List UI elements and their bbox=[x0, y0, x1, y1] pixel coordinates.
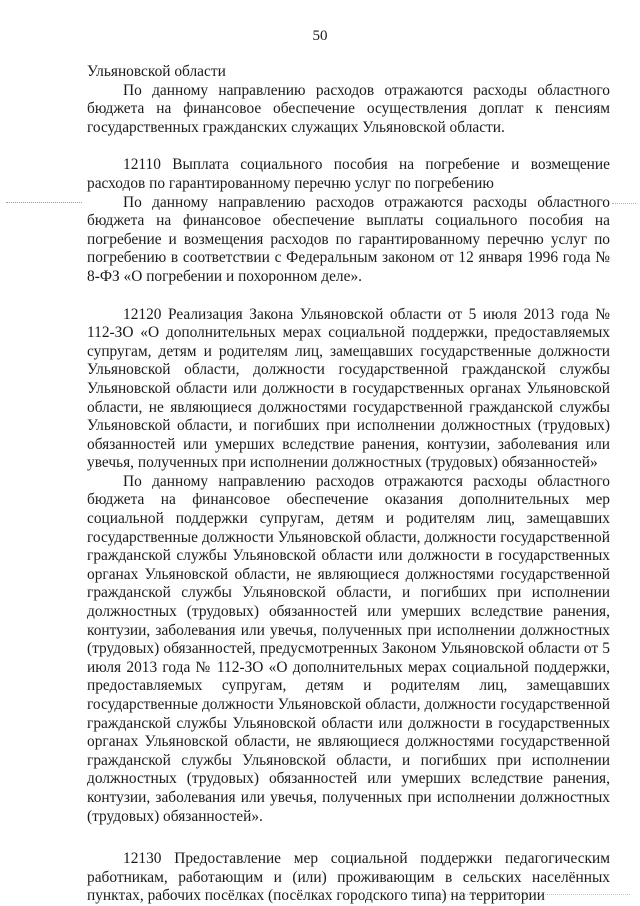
paragraph-pension-supplements: По данному направлению расходов отражаются расходы областного бюджета на финансовое обеспечение осуществления доплат к пенсиям государственных гражданских служащих Ульяновской области. bbox=[87, 81, 610, 136]
paragraph-12120-description: По данному направлению расходов отражаются расходы областного бюджета на финансовое обеспечение оказания дополнительных мер социальной поддержки супругам, детям и родителям лиц, замещавших государственные должности Ульяновской области, должности государственной гражданской службы Ульяновской области или должности в государственных органах Ульяновской области, не являющиеся должностями государственной гражданской службы Ульяновской области, и погибших при исполнении должностных (трудовых) обязанностей или умерших вследствие ранения, контузии, заболевания или увечья, полученных при исполнении должностных (трудовых) обязанностей, предусмотренных Законом Ульяновской области от 5 июля 2013 года № 112-ЗО «О дополнительных мерах социальной поддержки, предоставляемых супругам, детям и родителям лиц, замещавших государственные должности Ульяновской области, должности государственной гражданской службы Ульяновской области или должности в государственных органах Ульяновской области, не являющиеся должностями государственной гражданской службы Ульяновской области, и погибших при исполнении должностных (трудовых) обязанностей или умерших вследствие ранения, контузии, заболевания или увечья, полученных при исполнении должностных (трудовых) обязанностей». bbox=[87, 472, 610, 825]
paragraph-continuation: Ульяновской области bbox=[87, 63, 226, 80]
page-number: 50 bbox=[312, 28, 328, 44]
scan-artifact bbox=[612, 203, 636, 204]
heading-12120: 12120 Реализация Закона Ульяновской области от 5 июля 2013 года № 112-ЗО «О дополнительных мерах социальной поддержки, предоставляемых супругам, детям и родителям лиц, замещавших государственные должности Ульяновской области, должности государственной гражданской службы Ульяновской области или должности в государственных органах Ульяновской области, не являющиеся должностями государственной гражданской службы Ульяновской области, и погибших при исполнении должностных (трудовых) обязанностей или умерших вследствие ранения, контузии, заболевания или увечья, полученных при исполнении должностных (трудовых) обязанностей» bbox=[87, 305, 610, 472]
heading-12110: 12110 Выплата социального пособия на погребение и возмещение расходов по гарантированному перечню услуг по погребению bbox=[87, 156, 610, 192]
document-body bbox=[87, 63, 610, 906]
paragraph-12110-description: По данному направлению расходов отражаются расходы областного бюджета на финансовое обеспечение выплаты социального пособия на погребение и возмещения расходов по гарантированному перечню услуг по погребению в соответствии с Федеральным законом от 12 января 1996 года № 8-ФЗ «О погребении и похоронном деле». bbox=[87, 193, 610, 285]
scan-artifact bbox=[6, 202, 82, 203]
heading-12130: 12130 Предоставление мер социальной поддержки педагогическим работникам, работающим и (или) проживающим в сельских населённых пунктах, рабочих посёлках (посёлках городского типа) на территории bbox=[87, 850, 610, 905]
